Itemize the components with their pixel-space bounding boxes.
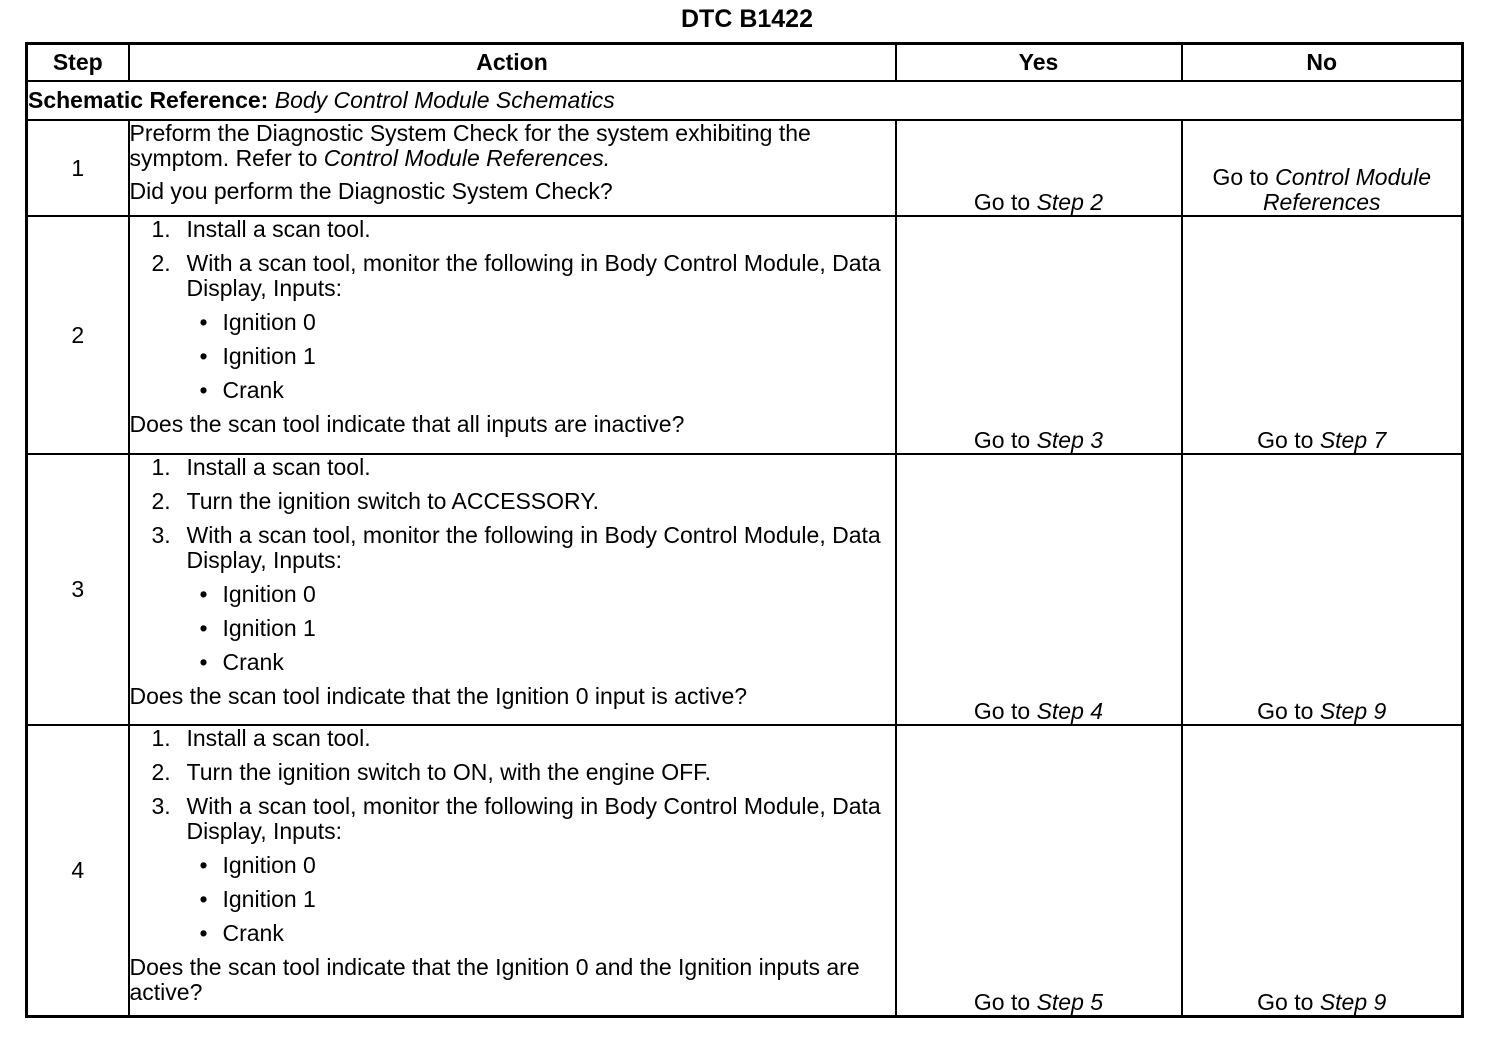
list-item: 1. Install a scan tool. — [151, 454, 371, 480]
schematic-reference-link: Body Control Module Schematics — [274, 87, 615, 113]
numbered-list — [130, 217, 895, 301]
step-number: 4 — [27, 725, 129, 1016]
action-cell — [129, 216, 896, 454]
header-action: Action — [129, 44, 896, 82]
list-item: 3. With a scan tool, monitor the following in Body Control Module, Data Display, Inputs: — [151, 522, 881, 573]
bullet-item: • Crank — [130, 378, 895, 403]
table-row — [27, 454, 1463, 725]
list-item: 1. Install a scan tool. — [151, 216, 371, 242]
no-cell — [1182, 725, 1463, 1016]
list-item: 3. With a scan tool, monitor the following in Body Control Module, Data Display, Inputs: — [151, 793, 881, 844]
no-cell — [1182, 454, 1463, 725]
step-number: 2 — [27, 216, 129, 454]
bullet-list — [130, 853, 895, 946]
list-item: 2. Turn the ignition switch to ACCESSORY. — [151, 488, 599, 514]
action-question: Does the scan tool indicate that all inputs are inactive? — [129, 411, 685, 437]
no-step-ref: Step 9 — [1319, 698, 1387, 724]
header-step: Step — [27, 44, 129, 82]
action-question: Does the scan tool indicate that the Ignition 0 input is active? — [129, 683, 748, 709]
step-number: 3 — [27, 454, 129, 725]
action-cell — [129, 120, 896, 216]
diagnostic-table — [25, 42, 1464, 1018]
bullet-item: • Ignition 1 — [130, 344, 895, 369]
numbered-list — [130, 455, 895, 573]
list-item: 1. Install a scan tool. — [151, 725, 371, 751]
action-cell — [129, 725, 896, 1016]
no-prefix: Go to — [1212, 164, 1276, 190]
yes-cell — [896, 454, 1182, 725]
table-row — [27, 725, 1463, 1016]
numbered-list — [130, 726, 895, 844]
no-cell — [1182, 120, 1463, 216]
schematic-reference — [27, 81, 1463, 120]
yes-step-ref: Step 3 — [1036, 427, 1104, 453]
yes-prefix: Go to — [973, 189, 1037, 215]
no-prefix: Go to — [1257, 427, 1320, 453]
yes-cell — [896, 725, 1182, 1016]
bullet-item: • Ignition 1 — [130, 616, 895, 641]
bullet-item: • Ignition 0 — [130, 310, 895, 335]
no-prefix: Go to — [1257, 988, 1320, 1015]
action-instruction — [130, 121, 895, 171]
header-no: No — [1182, 44, 1463, 82]
instruction-reference: Control Module References — [323, 145, 604, 171]
header-yes: Yes — [896, 44, 1182, 82]
action-question: Did you perform the Diagnostic System Check? — [129, 178, 613, 204]
instruction-text: Preform the Diagnostic System Check for the system exhibiting the symptom. Refer to — [129, 120, 811, 171]
action-cell — [129, 454, 896, 725]
bullet-item: • Ignition 1 — [130, 887, 895, 912]
no-step-ref: Step 9 — [1319, 988, 1387, 1015]
page-title: DTC B1422 — [681, 5, 813, 33]
action-question: Does the scan tool indicate that the Ignition 0 and the Ignition inputs are active? — [129, 954, 860, 1005]
yes-prefix: Go to — [973, 988, 1037, 1015]
bullet-item: • Ignition 0 — [130, 582, 895, 607]
table-row — [27, 120, 1463, 216]
step-number: 1 — [27, 120, 129, 216]
yes-cell — [896, 216, 1182, 454]
no-step-ref: Step 7 — [1319, 427, 1387, 453]
yes-cell — [896, 120, 1182, 216]
instruction-end: . — [603, 145, 611, 171]
no-cell — [1182, 216, 1463, 454]
bullet-item: • Ignition 0 — [130, 853, 895, 878]
bullet-list — [130, 310, 895, 403]
list-item: 2. Turn the ignition switch to ON, with the engine OFF. — [151, 759, 712, 785]
yes-step-ref: Step 2 — [1036, 189, 1104, 215]
yes-prefix: Go to — [973, 698, 1037, 724]
schematic-reference-label: Schematic Reference: — [28, 87, 269, 113]
no-step-ref: Control Module References — [1262, 164, 1432, 215]
header-row — [27, 44, 1463, 82]
list-item: 2. With a scan tool, monitor the following in Body Control Module, Data Display, Inputs: — [151, 250, 881, 301]
bullet-item: • Crank — [130, 921, 895, 946]
schematic-reference-row — [27, 81, 1463, 120]
bullet-item: • Crank — [130, 650, 895, 675]
table-row — [27, 216, 1463, 454]
yes-step-ref: Step 4 — [1036, 698, 1104, 724]
yes-step-ref: Step 5 — [1036, 988, 1104, 1015]
bullet-list — [130, 582, 895, 675]
yes-prefix: Go to — [973, 427, 1037, 453]
no-prefix: Go to — [1257, 698, 1320, 724]
